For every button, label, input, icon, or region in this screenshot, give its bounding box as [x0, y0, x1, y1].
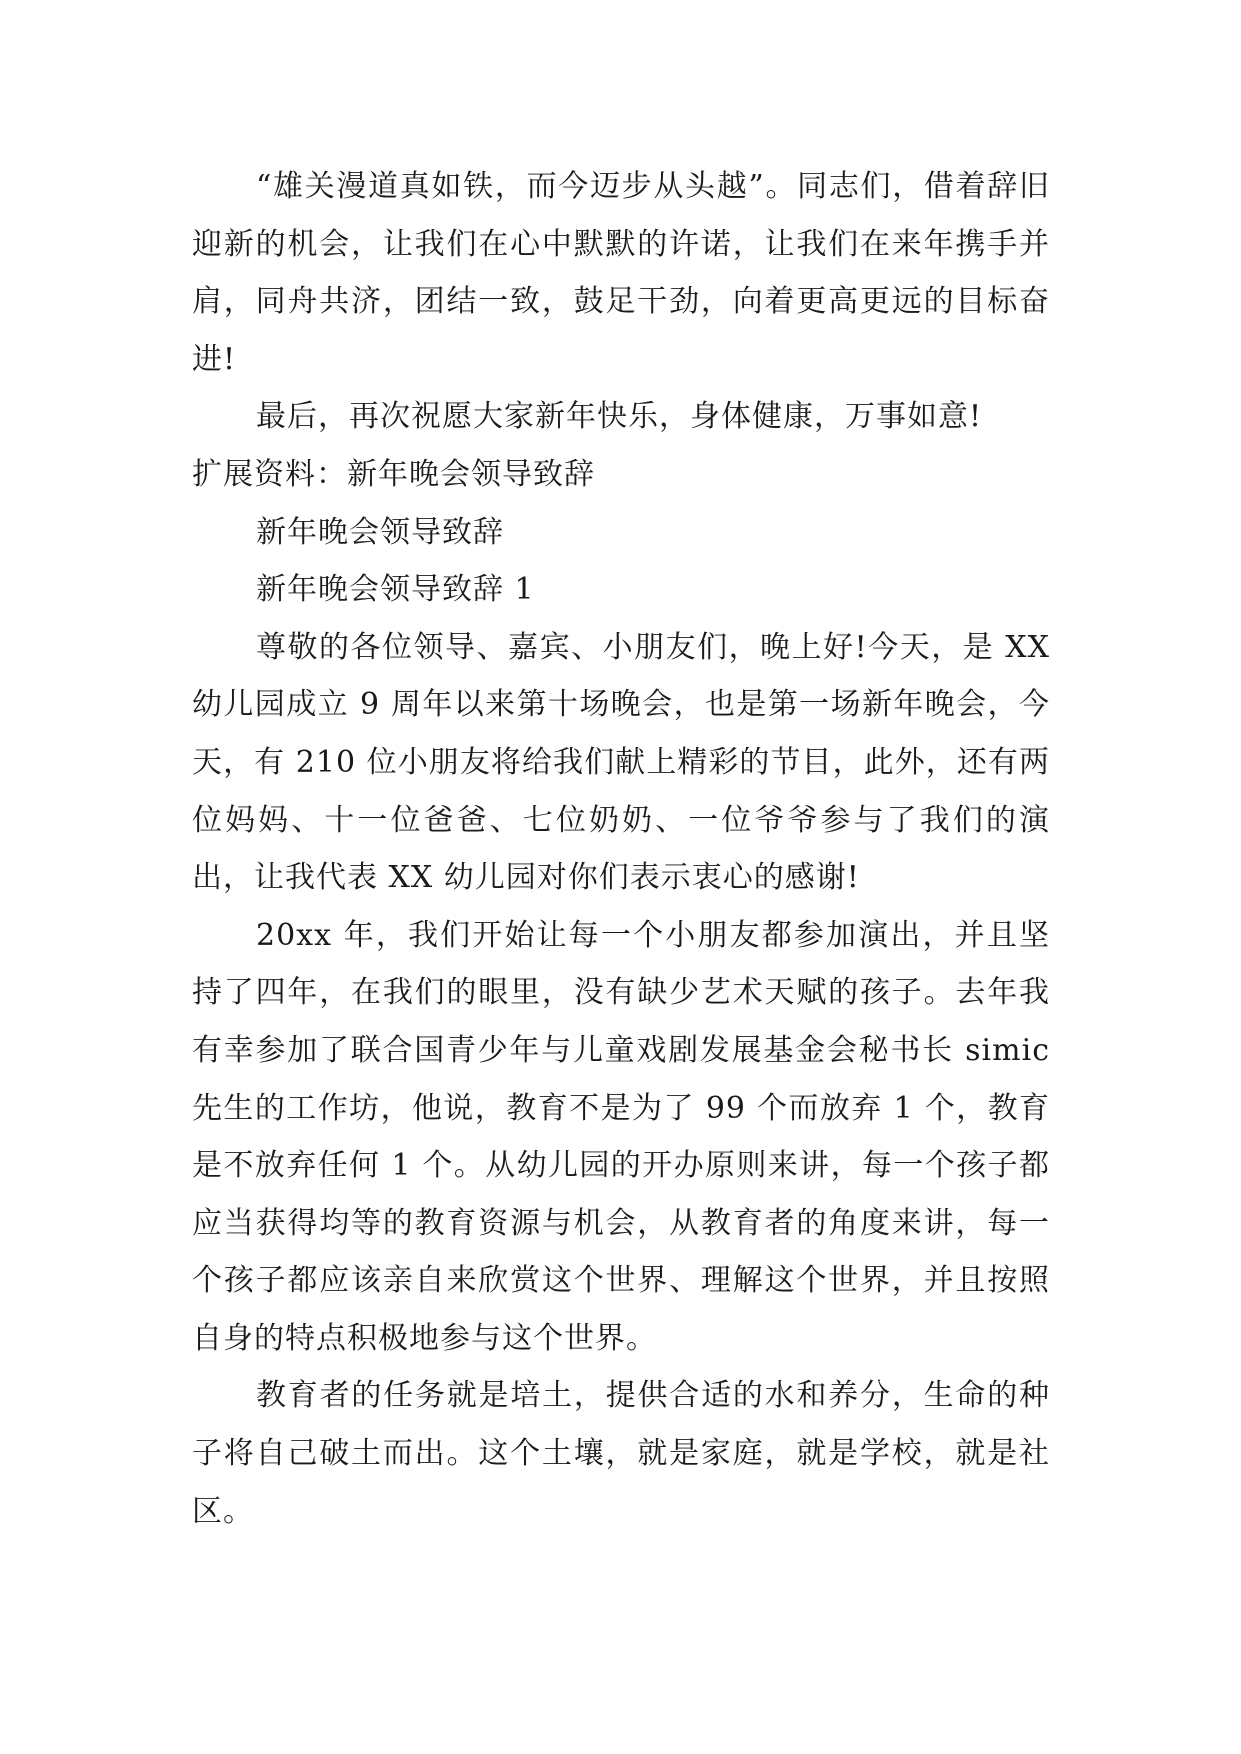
paragraph-greeting: 尊敬的各位领导、嘉宾、小朋友们，晚上好!今天，是 XX 幼儿园成立 9 周年以来第十场晚会，也是第一场新年晚会，今天，有 210 位小朋友将给我们献上精彩的节目，此外，还有两位妈妈、十一位爸爸、七位奶奶、一位爷爷参与了我们的演出，让我代表 XX 幼儿园对你们表示衷心的感谢!: [192, 629, 1050, 896]
section-title: 新年晚会领导致辞: [256, 514, 504, 550]
paragraph-closing-wishes: 最后，再次祝愿大家新年快乐，身体健康，万事如意!: [256, 399, 983, 435]
paragraph-motto: “雄关漫道真如铁，而今迈步从头越”。同志们，借着辞旧迎新的机会，让我们在心中默默的许诺，让我们在来年携手并肩，同舟共济，团结一致，鼓足干劲，向着更高更远的目标奋进!: [192, 169, 1050, 377]
section-subtitle: 新年晚会领导致辞 1: [256, 572, 535, 608]
paragraph-educator-task: 教育者的任务就是培土，提供合适的水和养分，生命的种子将自己破土而出。这个土壤，就是家庭，就是学校，就是社区。: [192, 1378, 1050, 1529]
document-body: [192, 158, 1050, 1540]
extended-material-heading: 扩展资料：新年晚会领导致辞: [192, 456, 595, 492]
paragraph-education-philosophy: 20xx 年，我们开始让每一个小朋友都参加演出，并且坚持了四年，在我们的眼里，没有缺少艺术天赋的孩子。去年我有幸参加了联合国青少年与儿童戏剧发展基金会秘书长 simic 先生的工作坊，他说，教育不是为了 99 个而放弃 1 个，教育是不放弃任何 1 个。从幼儿园的开办原则来讲，每一个孩子都应当获得均等的教育资源与机会，从教育者的角度来讲，每一个孩子都应该亲自来欣赏这个世界、理解这个世界，并且按照自身的特点积极地参与这个世界。: [192, 917, 1050, 1356]
